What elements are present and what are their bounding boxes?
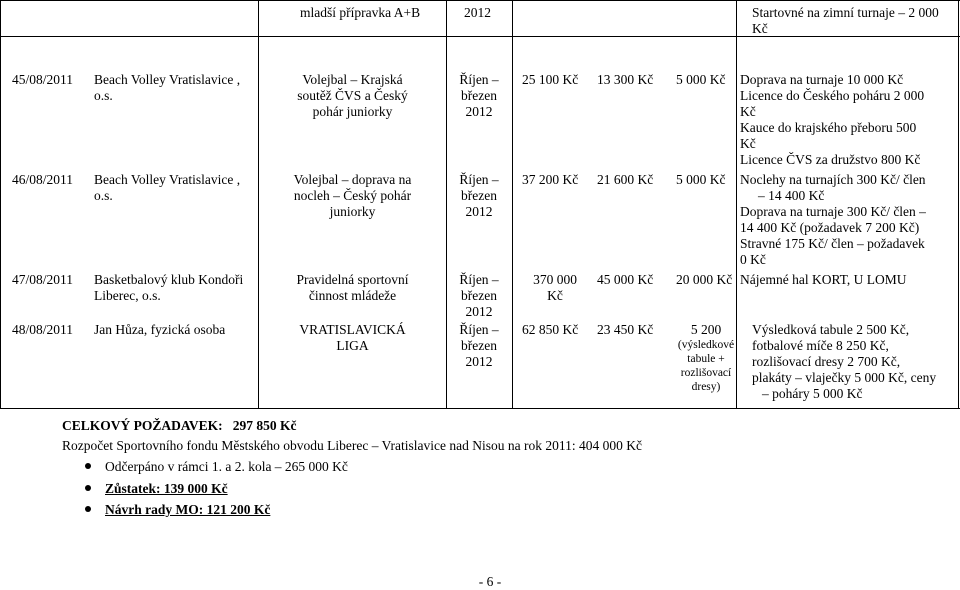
row-48-id: 48/08/2011 (12, 322, 74, 337)
row-48-detail: plakáty – vlaječky 5 000 Kč, ceny (752, 370, 937, 385)
row-48-detail: rozlišovací dresy 2 700 Kč, (752, 354, 901, 369)
row-47-applicant-line1: Basketbalový klub Kondoři (94, 272, 244, 287)
row-45-applicant-line1: Beach Volley Vratislavice , (94, 72, 241, 87)
row-45-applicant-line2: o.s. (94, 88, 113, 103)
row-48-period-line: březen (461, 338, 497, 353)
row-47-recommended: 20 000 Kč (676, 272, 733, 287)
row-45-recommended: 5 000 Kč (676, 72, 726, 87)
row-46-applicant (94, 172, 259, 204)
summary-total (62, 418, 297, 434)
top-row-category: mladší přípravka A+B (300, 5, 421, 20)
row-45-detail: Licence ČVS za družstvo 800 Kč (740, 152, 921, 167)
row-46-period (446, 172, 512, 220)
row-46-total: 37 200 Kč (522, 172, 579, 187)
row-45-purpose-line: pohár juniorky (312, 104, 393, 119)
row-47-id: 47/08/2011 (12, 272, 74, 287)
row-46-detail: 0 Kč (740, 252, 766, 267)
col-divider-6 (958, 0, 959, 408)
row-46-period-line: Říjen – (459, 172, 499, 187)
top-row-year: 2012 (464, 5, 491, 20)
row-45-applicant (94, 72, 259, 104)
row-46-detail: Doprava na turnaje 300 Kč/ člen – (740, 204, 926, 219)
row-46-detail: Stravné 175 Kč/ člen – požadavek (740, 236, 925, 251)
row-46-detail: – 14 400 Kč (758, 188, 825, 203)
row-48-details (752, 322, 957, 402)
row-45-purpose-line: soutěž ČVS a Český (297, 88, 408, 103)
row-46-period-line: 2012 (465, 204, 493, 219)
row-48-recommended-line: dresy) (691, 381, 721, 393)
row-46-purpose-line: Volejbal – doprava na (293, 172, 412, 187)
row-47-details (740, 272, 956, 288)
row-48-detail: Výsledková tabule 2 500 Kč, (752, 322, 910, 337)
row-48-recommended-line: rozlišovací (680, 367, 732, 379)
col-divider-2 (258, 0, 259, 408)
row-45-detail: Licence do Českého poháru 2 000 (740, 88, 925, 103)
row-46-purpose-line: nocleh – Český pohár (293, 188, 412, 203)
bullet-icon (85, 485, 91, 491)
row-46-detail: Noclehy na turnajích 300 Kč/ člen (740, 172, 926, 187)
row-46-recommended: 5 000 Kč (676, 172, 726, 187)
row-45-requested: 13 300 Kč (597, 72, 654, 87)
summary-bullet-text: Návrh rady MO: 121 200 Kč (105, 502, 271, 517)
summary-bullet-remaining (85, 481, 228, 497)
row-46-id: 46/08/2011 (12, 172, 74, 187)
bullet-icon (85, 506, 91, 512)
row-48-period-line: Říjen – (459, 322, 499, 337)
row-46-requested: 21 600 Kč (597, 172, 654, 187)
row-45-total: 25 100 Kč (522, 72, 579, 87)
col-divider-1 (0, 0, 1, 408)
row-48-total: 62 850 Kč (522, 322, 579, 337)
row-45-detail: Kauce do krajského přeboru 500 (740, 120, 917, 135)
row-48-purpose-line: VRATISLAVICKÁ (299, 322, 406, 337)
row-46-applicant-line1: Beach Volley Vratislavice , (94, 172, 241, 187)
row-45-period-line: Říjen – (459, 72, 499, 87)
top-row-note (752, 5, 957, 37)
row-47-purpose-line: činnost mládeže (308, 288, 397, 303)
row-47-applicant-line2: Liberec, o.s. (94, 288, 161, 303)
row-47-total-line: 370 000 (533, 272, 577, 287)
row-45-purpose (285, 72, 420, 120)
row-47-applicant (94, 272, 259, 304)
top-row-note-line1: Startovné na zimní turnaje – 2 000 (752, 5, 939, 20)
page-number: - 6 - (478, 574, 502, 589)
row-47-period-line: Říjen – (459, 272, 499, 287)
row-46-purpose (285, 172, 420, 220)
row-48-purpose (285, 322, 420, 354)
summary-budget-line: Rozpočet Sportovního fondu Městského obvodu Liberec – Vratislavice nad Nisou na rok 2011: 404 000 Kč (62, 438, 642, 453)
row-47-detail: Nájemné hal KORT, U LOMU (740, 272, 907, 287)
bullet-icon (85, 463, 91, 469)
row-47-period-line: březen (461, 288, 497, 303)
row-48-recommended-line: tabule + (687, 353, 725, 365)
row-48-detail: – poháry 5 000 Kč (762, 386, 863, 401)
summary-total-label: CELKOVÝ POŽADAVEK: (62, 418, 223, 433)
row-48-recommended (672, 322, 740, 394)
row-48-purpose-line: LIGA (336, 338, 369, 353)
row-45-period (446, 72, 512, 120)
row-47-purpose (285, 272, 420, 304)
row-47-period (446, 272, 512, 320)
row-45-detail: Doprava na turnaje 10 000 Kč (740, 72, 904, 87)
summary-bullet-text: Odčerpáno v rámci 1. a 2. kola – 265 000 Kč (105, 459, 348, 474)
row-45-detail: Kč (740, 104, 756, 119)
summary-bullet-proposal (85, 502, 270, 518)
row-47-period-line: 2012 (465, 304, 493, 319)
row-47-requested: 45 000 Kč (597, 272, 654, 287)
row-47-purpose-line: Pravidelná sportovní (296, 272, 409, 287)
row-45-period-line: březen (461, 88, 497, 103)
row-48-recommended-line: 5 200 (690, 322, 722, 337)
row-48-recommended-line: (výsledkové (677, 339, 735, 351)
row-46-detail: 14 400 Kč (požadavek 7 200 Kč) (740, 220, 920, 235)
row-45-details (740, 72, 956, 168)
row-46-purpose-line: juniorky (329, 204, 376, 219)
row-47-total-line: Kč (547, 288, 563, 303)
row-46-details (740, 172, 956, 268)
row-48-period (446, 322, 512, 370)
row-48-applicant (94, 322, 259, 338)
summary-bullet-text: Zůstatek: 139 000 Kč (105, 481, 228, 496)
row-divider-bottom (0, 408, 960, 409)
row-45-detail: Kč (740, 136, 756, 151)
table-top-border (0, 0, 960, 1)
row-46-applicant-line2: o.s. (94, 188, 113, 203)
row-48-period-line: 2012 (465, 354, 493, 369)
row-48-requested: 23 450 Kč (597, 322, 654, 337)
row-48-applicant-line1: Jan Hůza, fyzická osoba (94, 322, 226, 337)
row-45-purpose-line: Volejbal – Krajská (302, 72, 403, 87)
row-48-detail: fotbalové míče 8 250 Kč, (752, 338, 889, 353)
row-46-period-line: březen (461, 188, 497, 203)
row-45-period-line: 2012 (465, 104, 493, 119)
summary-bullet-drawn (85, 459, 348, 475)
row-47-total (522, 272, 588, 304)
summary-total-value: 297 850 Kč (232, 418, 297, 433)
row-45-id: 45/08/2011 (12, 72, 74, 87)
top-row-note-line2: Kč (752, 21, 768, 36)
col-divider-4 (512, 0, 513, 408)
